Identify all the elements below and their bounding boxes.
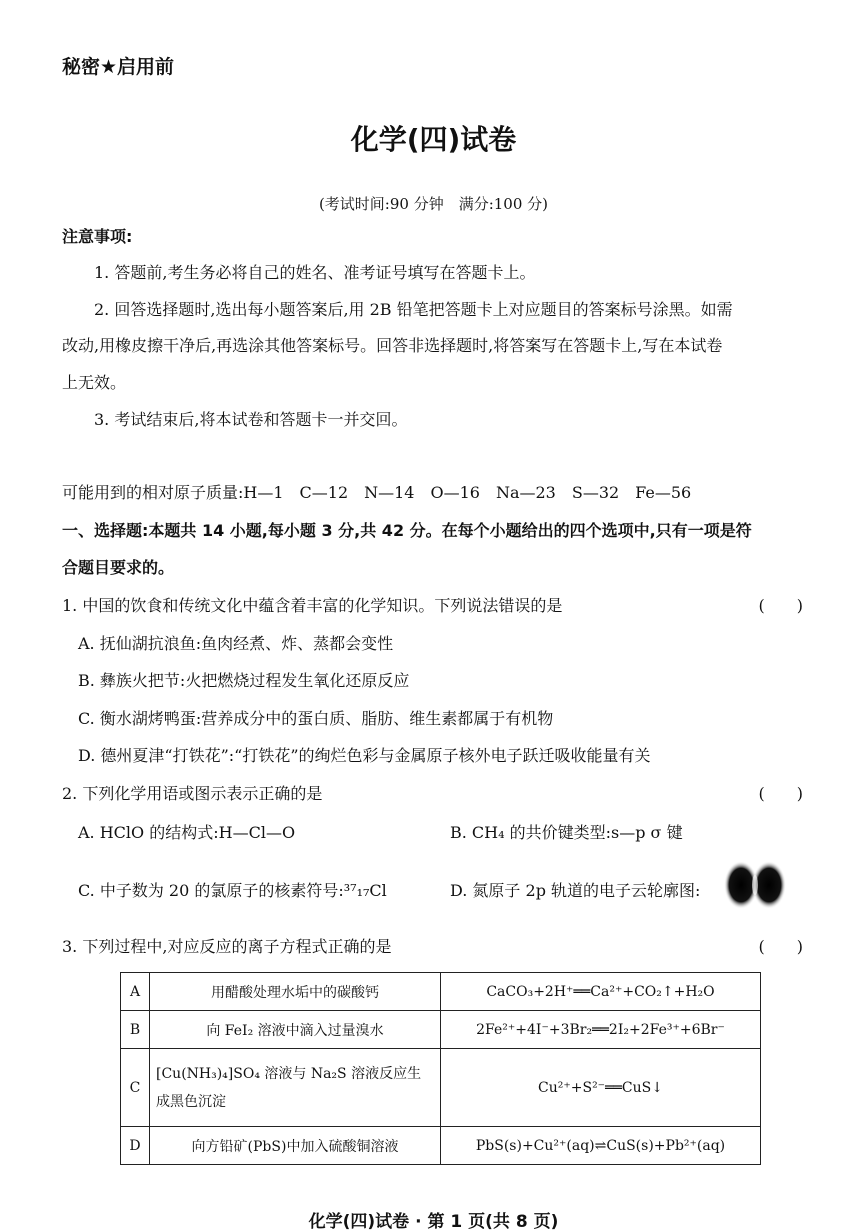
page-footer: 化学(四)试卷 · 第 1 页(共 8 页) (308, 1212, 559, 1232)
question-stem: 1. 中国的饮食和传统文化中蕴含着丰富的化学知识。下列说法错误的是 (62, 596, 563, 615)
row-label: B (121, 1011, 150, 1049)
notice-item: 1. 答题前,考生务必将自己的姓名、准考证号填写在答题卡上。 (94, 263, 536, 282)
table-row (121, 1049, 761, 1127)
exam-info: (考试时间:90 分钟 满分:100 分) (318, 195, 549, 213)
notice-item: 3. 考试结束后,将本试卷和答题卡一并交回。 (94, 410, 408, 429)
notice-item: 改动,用橡皮擦干净后,再选涂其他答案标号。回答非选择题时,将答案写在答题卡上,写在本试卷 (62, 336, 723, 355)
process-cell: 向方铅矿(PbS)中加入硫酸铜溶液 (150, 1127, 441, 1165)
question-stem: 2. 下列化学用语或图示表示正确的是 (62, 784, 323, 803)
answer-paren: ( ) (758, 784, 803, 803)
question-stem: 3. 下列过程中,对应反应的离子方程式正确的是 (62, 937, 392, 956)
notice-heading: 注意事项: (62, 227, 133, 246)
row-label: D (121, 1127, 150, 1165)
option-c: C. 衡水湖烤鸭蛋:营养成分中的蛋白质、脂肪、维生素都属于有机物 (78, 709, 554, 728)
section-heading-cont: 合题目要求的。 (62, 558, 175, 577)
process-cell: 用醋酸处理水垢中的碳酸钙 (150, 973, 441, 1011)
process-cell: 向 FeI₂ 溶液中滴入过量溴水 (150, 1011, 441, 1049)
equation-cell: 2Fe²⁺+4I⁻+3Br₂══2I₂+2Fe³⁺+6Br⁻ (441, 1011, 761, 1049)
option-a: A. 抚仙湖抗浪鱼:鱼肉经煮、炸、蒸都会变性 (78, 634, 394, 653)
option-d: D. 德州夏津“打铁花”:“打铁花”的绚烂色彩与金属原子核外电子跃迁吸收能量有关 (78, 746, 651, 765)
atomic-masses: 可能用到的相对原子质量:H—1 C—12 N—14 O—16 Na—23 S—32 Fe—56 (62, 483, 692, 502)
notice-item: 上无效。 (62, 373, 127, 392)
option-c: C. 中子数为 20 的氯原子的核素符号:³⁷₁₇Cl (78, 881, 387, 900)
row-label: C (121, 1049, 150, 1127)
row-label: A (121, 973, 150, 1011)
equation-cell: Cu²⁺+S²⁻══CuS↓ (441, 1049, 761, 1127)
option-b: B. CH₄ 的共价键类型:s—p σ 键 (450, 823, 683, 842)
option-d: D. 氮原子 2p 轨道的电子云轮廓图: (450, 881, 701, 900)
equation-cell: PbS(s)+Cu²⁺(aq)⇌CuS(s)+Pb²⁺(aq) (441, 1127, 761, 1165)
option-b: B. 彝族火把节:火把燃烧过程发生氧化还原反应 (78, 671, 410, 690)
page-title: 化学(四)试卷 (350, 123, 517, 156)
table-row (121, 1011, 761, 1049)
table-row (121, 973, 761, 1011)
option-a: A. HClO 的结构式:H—Cl—O (78, 823, 296, 842)
process-cell: [Cu(NH₃)₄]SO₄ 溶液与 Na₂S 溶液反应生成黑色沉淀 (150, 1049, 441, 1127)
equation-cell: CaCO₃+2H⁺══Ca²⁺+CO₂↑+H₂O (441, 973, 761, 1011)
answer-paren: ( ) (758, 596, 803, 615)
reaction-table (120, 972, 761, 1165)
section-heading: 一、选择题:本题共 14 小题,每小题 3 分,共 42 分。在每个小题给出的四个选项中,只有一项是符 (62, 521, 752, 540)
p-orbital-icon (722, 856, 788, 914)
answer-paren: ( ) (758, 937, 803, 956)
table-row (121, 1127, 761, 1165)
confidential-mark: 秘密★启用前 (62, 56, 175, 78)
notice-item: 2. 回答选择题时,选出每小题答案后,用 2B 铅笔把答题卡上对应题目的答案标号涂黑。如需 (94, 300, 733, 319)
